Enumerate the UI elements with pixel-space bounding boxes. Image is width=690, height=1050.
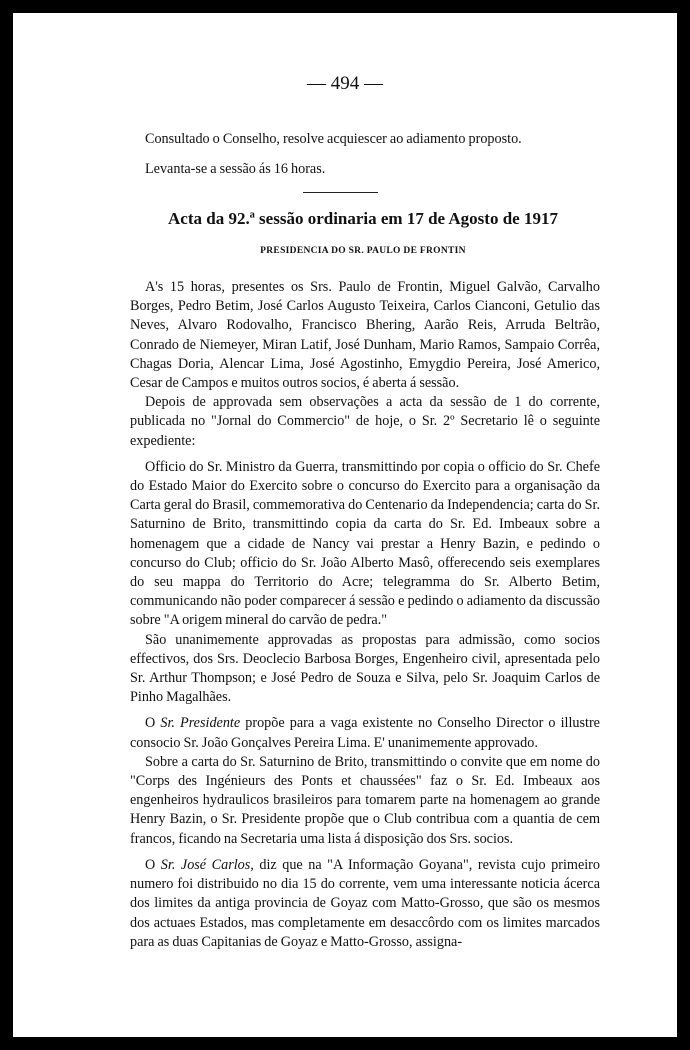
intro-paragraph-1: Consultado o Conselho, resolve acquiescer ao adiamento proposto. [145,131,522,147]
president-proposal-paragraph [130,714,600,752]
bazin-homage-paragraph: Sobre a carta do Sr. Saturnino de Brito, transmittindo o convite que em nome do "Corps des Ingénieurs des Ponts et chaussées" faz o Sr. Ed. Imbeaux aos engenheiros hydraulicos brasileiros para tomarem parte na homenagem ao grande Henry Bazin, o Sr. Presidente propõe que o Club contribua com a quantia de cem francos, ficando na Secretaria uma lista á disposição dos Srs. socios. [130,753,600,847]
p7-lead: O [145,856,161,873]
section-divider [303,192,378,193]
jose-carlos-paragraph [130,856,600,952]
p5-rest: propõe para a vaga existente no Conselho Director o illustre consocio Sr. João Gonçalves Pereira Lima. E' unanimemente approvado. [130,715,600,751]
attendance-paragraph: A's 15 horas, presentes os Srs. Paulo de Frontin, Miguel Galvão, Carvalho Borges, Pedro Betim, José Carlos Augusto Teixeira, Carlos Cianconi, Getulio das Neves, Alvaro Rodovalho, Francisco Bhering, Aarão Reis, Arruda Beltrão, Conrado de Niemeyer, Miran Latif, José Dunham, Mario Ramos, Sampaio Corrêa, Chagas Doria, Alencar Lima, José Agostinho, Emygdio Pereira, José Americo, Cesar de Campos e muitos outros socios, é aberta á sessão. [130,279,600,392]
section-subtitle: PRESIDENCIA DO SR. PAULO DE FRONTIN [260,246,466,256]
book-page [13,13,677,1037]
p5-lead: O [145,715,161,732]
speaker-jose-carlos: Sr. José Carlos, [160,856,254,873]
correspondence-paragraph: Officio do Sr. Ministro da Guerra, transmittindo por copia o officio do Sr. Chefe do Estado Maior do Exercito sobre o concurso do Exercito para a organisação da Carta geral do Brasil, commemorativa do Centenario da Independencia; carta do Sr. Saturnino de Brito, transmittindo copia da carta do Sr. Ed. Imbeaux sobre a homenagem que a cidade de Nancy vai prestar a Henry Bazin, e pedindo o concurso do Club; officio do Sr. João Alberto Masô, offerecendo seis exemplares do seu mappa do Territorio do Acre; telegramma do Sr. Alberto Betim, communicando não poder comparecer á sessão e pedindo o adiamento da discussão sobre "A origem mineral do carvão de pedra." [130,458,601,629]
approval-paragraph: Depois de approvada sem observações a acta da sessão de 1 do corrente, publicada no "Jornal do Commercio" de hoje, o Sr. 2º Secretario lê o seguinte expediente: [130,394,600,449]
minutes-body [130,278,600,952]
page-number: — 494 — [307,73,383,94]
section-title: Acta da 92.ª sessão ordinaria em 17 de Agosto de 1917 [168,209,558,228]
p7-rest: diz que na "A Informação Goyana", revista cujo primeiro numero foi distribuido no dia 15 do corrente, vem uma interessante noticia ácerca dos limites da antiga provincia de Goyaz com Matto-Grosso, que são os mesmos dos actuaes Estados, mas completamente em desaccôrdo com os limites marcados para as duas Capitanias de Goyaz e Matto-Grosso, assigna- [130,856,600,950]
speaker-president: Sr. Presidente [160,715,241,732]
intro-paragraph-2: Levanta-se a sessão ás 16 horas. [145,161,326,178]
intro-block [130,130,600,179]
admissions-paragraph: São unanimemente approvadas as propostas para admissão, como socios effectivos, dos Srs. Deoclecio Barbosa Borges, Engenheiro civil, apresentada pelo Sr. Arthur Thompson; e José Pedro de Souza e Silva, pelo Sr. Joaquim Carlos de Pinho Magalhães. [130,631,600,706]
